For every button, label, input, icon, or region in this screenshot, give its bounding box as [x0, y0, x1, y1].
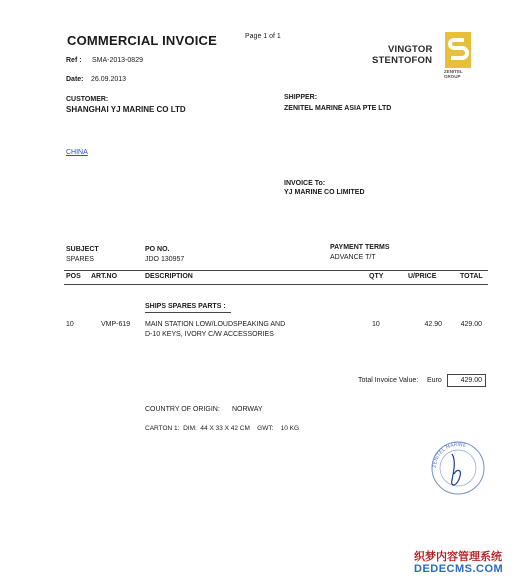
svg-text:ZENITEL MARINE: ZENITEL MARINE — [431, 441, 467, 469]
customer-country: CHINA — [66, 149, 88, 156]
date-value: 26.09.2013 — [91, 76, 127, 83]
logo-mark-icon — [445, 32, 471, 68]
watermark-text-en: DEDECMS.COM — [414, 563, 504, 575]
dim-label: DIM: — [183, 425, 197, 432]
carton-label: CARTON 1: — [145, 425, 180, 432]
ref-label: Ref : — [66, 57, 82, 64]
payment-terms-value: ADVANCE T/T — [330, 254, 376, 261]
row-pos: 10 — [66, 321, 74, 328]
logo-text-vingtor: VINGTOR — [388, 44, 433, 55]
row-art-no: VMP-619 — [101, 321, 131, 328]
col-header-qty: QTY — [369, 273, 384, 280]
po-value: JDO 130957 — [145, 256, 185, 263]
subject-value: SPARES — [66, 256, 94, 263]
total-currency: Euro — [427, 377, 442, 384]
row-total: 429.00 — [460, 321, 482, 328]
logo-text-stentofon: STENTOFON — [372, 55, 433, 66]
company-stamp — [430, 440, 486, 496]
col-header-art-no: ART.NO — [91, 273, 118, 280]
page-number: Page 1 of 1 — [245, 33, 281, 40]
company-logo — [370, 30, 472, 79]
total-value-box — [447, 374, 486, 387]
invoice-to-label: INVOICE To: — [284, 180, 326, 187]
dim-value: 44 X 33 X 42 CM — [200, 425, 250, 432]
watermark-text-cn: 织梦内容管理系统 — [414, 551, 502, 563]
carton-line — [145, 425, 299, 432]
col-header-pos: POS — [66, 273, 81, 280]
invoice-title: COMMERCIAL INVOICE — [67, 33, 217, 48]
row-unit-price: 42.90 — [424, 321, 442, 328]
gwt-label: GWT: — [257, 425, 274, 432]
section-title: SHIPS SPARES PARTS : — [145, 303, 226, 310]
col-header-total: TOTAL — [460, 273, 483, 280]
ref-value: SMA-2013-0829 — [92, 57, 143, 64]
col-header-unit-price: U/PRICE — [408, 273, 437, 280]
subject-label: SUBJECT — [66, 246, 99, 253]
payment-terms-label: PAYMENT TERMS — [330, 244, 390, 251]
customer-name: SHANGHAI YJ MARINE CO LTD — [66, 105, 186, 114]
date-label: Date: — [66, 76, 84, 83]
col-header-description: DESCRIPTION — [145, 273, 193, 280]
row-qty: 10 — [372, 321, 380, 328]
table-top-rule — [64, 270, 488, 271]
customer-label: CUSTOMER: — [66, 96, 109, 103]
table-header-rule — [64, 284, 488, 285]
row-desc-line1: MAIN STATION LOW/LOUDSPEAKING AND — [145, 321, 286, 328]
logo-group-text: ZENITEL GROUP — [444, 69, 463, 79]
invoice-to-name: YJ MARINE CO LIMITED — [284, 189, 365, 195]
total-value: 429.00 — [460, 377, 482, 384]
origin-label: COUNTRY OF ORIGIN: — [145, 406, 220, 413]
po-label: PO NO. — [145, 246, 170, 253]
section-underline — [145, 312, 231, 313]
shipper-label: SHIPPER: — [284, 94, 318, 101]
shipper-name: ZENITEL MARINE ASIA PTE LTD — [284, 105, 392, 112]
origin-value: NORWAY — [232, 406, 263, 413]
row-desc-line2: D-10 KEYS, IVORY C/W ACCESSORIES — [145, 331, 274, 338]
total-label: Total Invoice Value: — [358, 377, 419, 384]
gwt-value: 10 KG — [280, 425, 300, 432]
